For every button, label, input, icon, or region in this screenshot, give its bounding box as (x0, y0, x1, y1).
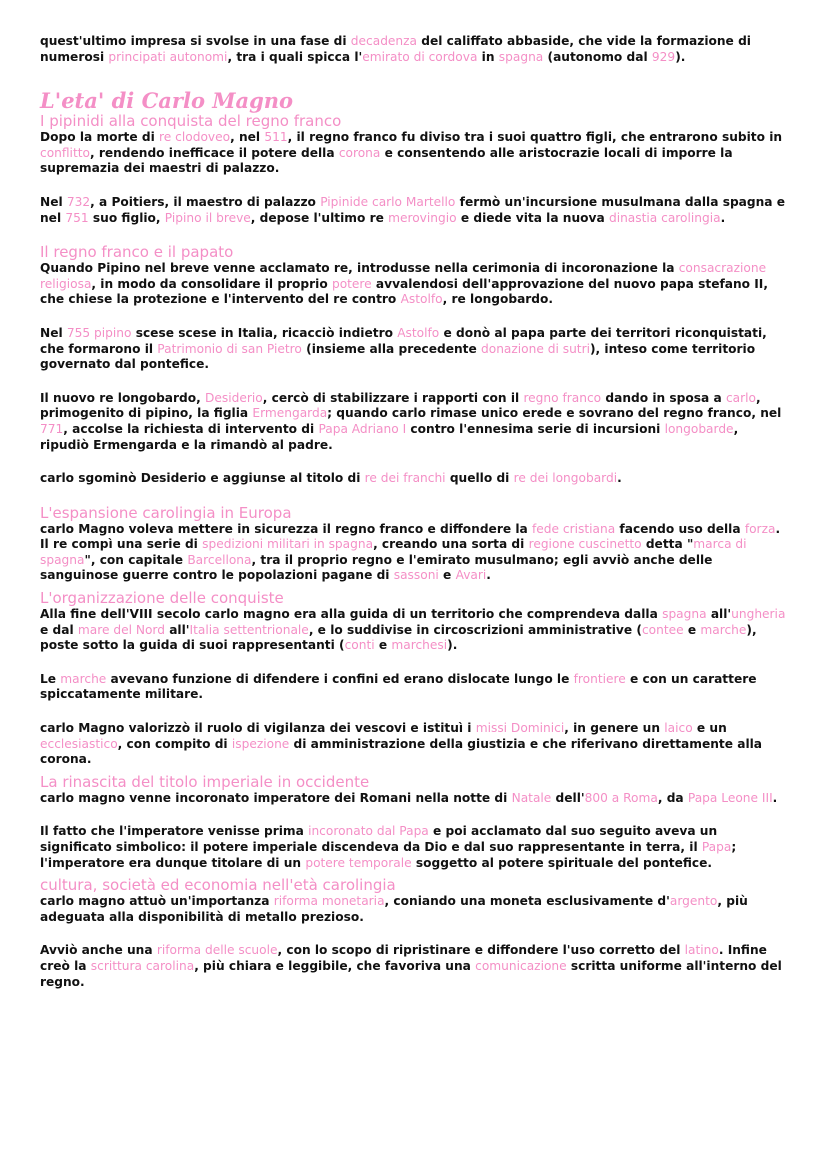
paragraph (40, 894, 788, 925)
text-run: ; quando carlo rimase unico erede e sovrano del regno franco, nel (327, 406, 782, 421)
highlighted-term: frontiere (573, 671, 626, 686)
highlighted-term: consacrazione religiosa (40, 261, 767, 291)
text-run: e un (692, 721, 727, 736)
text-run: , ripudiò Ermengarda e la rimandò al padre. (40, 421, 739, 452)
highlighted-term: forza (744, 521, 776, 536)
paragraph (40, 791, 788, 807)
paragraph (40, 607, 788, 654)
highlighted-term: 771 (40, 421, 64, 436)
highlighted-term: Astolfo (400, 292, 443, 307)
text-run: , accolse la richiesta di intervento di (63, 421, 319, 436)
text-run: quest'ultimo impresa si svolse in una fase di (40, 34, 351, 48)
highlighted-term: Pipino il breve (164, 210, 251, 225)
highlighted-term: re dei longobardi (513, 471, 618, 486)
text-run: e dal (40, 622, 78, 637)
highlighted-term: Patrimonio di san Pietro (157, 341, 302, 356)
highlighted-term: contee (641, 622, 684, 637)
paragraph (40, 824, 788, 871)
highlighted-term: comunicazione (475, 958, 567, 973)
highlighted-term: 800 a Roma (584, 790, 658, 805)
section-heading: La rinascita del titolo imperiale in occidente (40, 772, 370, 791)
text-run: , con lo scopo di ripristinare e diffondere l'uso corretto del (277, 943, 685, 958)
highlighted-term: Papa Leone III (687, 790, 773, 805)
highlighted-term: argento (669, 894, 718, 909)
section-heading: L'espansione carolingia in Europa (40, 503, 292, 522)
text-run: (autonomo dal (543, 49, 652, 64)
text-run: carlo magno attuò un'importanza (40, 894, 274, 909)
text-run: , con compito di (117, 736, 232, 751)
highlighted-term: Avari (455, 568, 487, 583)
highlighted-term: corona (338, 145, 381, 160)
text-run: , depose l'ultimo re (250, 210, 389, 225)
highlighted-term: riforma monetaria (273, 894, 385, 909)
text-run: avvalendosi dell'approvazione del nuovo papa stefano II, che chiese la protezione e l'intervento del re contro (40, 276, 768, 307)
section-title: L'eta' di Carlo Magno (40, 88, 294, 114)
text-run: scritta uniforme all'interno del regno. (40, 958, 782, 989)
text-run: Alla fine dell'VIII secolo carlo magno era alla guida di un territorio che comprendeva dalla (40, 607, 663, 622)
text-run: , cercò di stabilizzare i rapporti con il (262, 390, 524, 405)
text-run: dando in sposa a (601, 390, 726, 405)
highlighted-term: sassoni (393, 568, 439, 583)
text-run: Quando Pipino nel breve venne acclamato re, introdusse nella cerimonia di incoronazione la (40, 261, 679, 276)
highlighted-term: principati autonomi (108, 49, 228, 64)
highlighted-term: marca di spagna (40, 537, 747, 567)
text-run: . Infine creò la (40, 943, 767, 973)
text-run: (insieme alla precedente (301, 341, 481, 356)
text-run: , nel (230, 130, 265, 145)
text-run: soggetto al potere spirituale del pontefice. (411, 855, 713, 870)
text-run: carlo magno venne incoronato imperatore dei Romani nella notte di (40, 790, 512, 805)
highlighted-term: Desiderio (205, 390, 263, 405)
highlighted-term: Papa Adriano I (318, 421, 407, 436)
text-run: detta " (641, 537, 694, 552)
text-run: ; l'imperatore era dunque titolare di un (40, 840, 737, 870)
highlighted-term: re dei franchi (364, 471, 446, 486)
text-run: suo figlio, (88, 210, 165, 225)
highlighted-term: missi Dominici (475, 721, 565, 736)
highlighted-term: decadenza (350, 34, 418, 48)
text-run: carlo sgominò Desiderio e aggiunse al titolo di (40, 471, 365, 486)
text-run: e con un carattere spiccatamente militare. (40, 671, 757, 702)
highlighted-term: mare del Nord (77, 622, 165, 637)
text-run: . (617, 471, 622, 486)
paragraph (40, 391, 788, 453)
text-run: fermò un'incursione musulmana dalla spagna e nel (40, 194, 786, 225)
text-run: , coniando una moneta esclusivamente d' (384, 894, 670, 909)
paragraph (40, 522, 788, 584)
text-run: carlo Magno valorizzò il ruolo di vigilanza dei vescovi e istituì i (40, 721, 476, 736)
highlighted-term: scrittura carolina (90, 958, 195, 973)
text-run: facendo uso della (615, 521, 745, 536)
highlighted-term: dinastia carolingia (608, 210, 721, 225)
highlighted-term: donazione di sutri (481, 341, 590, 356)
text-run: , e lo suddivise in circoscrizioni amministrative ( (308, 622, 642, 637)
text-run: Dopo la morte di (40, 130, 160, 145)
text-run: e (683, 622, 701, 637)
highlighted-term: 511 (264, 130, 288, 145)
highlighted-term: potere temporale (305, 855, 412, 870)
text-run: , più adeguata alla disponibilità di metallo prezioso. (40, 894, 748, 924)
text-run: e consentendo alle aristocrazie locali di imporre la supremazia dei maestri di palazzo. (40, 145, 733, 176)
text-run: . (486, 568, 491, 583)
text-run: , a Poitiers, il maestro di palazzo (90, 194, 321, 209)
text-run: del califfato abbaside, che vide la formazione di numerosi (40, 34, 751, 64)
section-heading: Il regno franco e il papato (40, 243, 234, 262)
highlighted-term: merovingio (388, 210, 457, 225)
text-run: in (477, 49, 499, 64)
highlighted-term: conti (344, 638, 375, 653)
highlighted-term: laico (664, 721, 693, 736)
text-run: . (772, 790, 778, 805)
text-run: , da (657, 790, 688, 805)
highlighted-term: re clodoveo (159, 130, 231, 145)
text-run: , re longobardo. (442, 292, 554, 307)
text-run: ), inteso come territorio governato dal pontefice. (40, 341, 756, 372)
text-run: ). (675, 49, 686, 64)
text-run: ). (447, 638, 458, 653)
text-run: all' (706, 607, 732, 622)
highlighted-term: carlo (725, 390, 757, 405)
text-run: , creando una sorta di (373, 537, 529, 552)
highlighted-term: riforma delle scuole (156, 943, 278, 958)
highlighted-term: Pipinide carlo Martello (320, 194, 456, 209)
paragraph (40, 261, 788, 308)
text-run: e (374, 638, 392, 653)
highlighted-term: 929 (651, 49, 676, 64)
highlighted-term: fede cristiana (532, 521, 616, 536)
highlighted-term: Barcellona (187, 552, 252, 567)
paragraph (40, 326, 788, 373)
text-run: , in modo da consolidare il proprio (91, 276, 332, 291)
paragraph (40, 130, 788, 177)
highlighted-term: regno franco (523, 390, 602, 405)
highlighted-term: ispezione (231, 736, 290, 751)
highlighted-term: conflitto (40, 145, 90, 160)
text-run: quello di (445, 471, 514, 486)
highlighted-term: spedizioni militari in spagna (202, 537, 374, 552)
highlighted-term: emirato di cordova (362, 49, 478, 64)
paragraph (40, 195, 788, 226)
highlighted-term: Papa (701, 840, 732, 854)
text-run: avevano funzione di difendere i confini ed erano dislocate lungo le (106, 671, 574, 686)
paragraph (40, 672, 788, 703)
highlighted-term: Ermengarda (252, 406, 328, 421)
text-run: e poi acclamato dal suo seguito aveva un significato simbolico: il potere imperiale discendeva da Dio e dal suo rappresentante in terra, il (40, 824, 718, 854)
text-run: dell' (551, 790, 585, 805)
highlighted-term: potere (331, 276, 372, 291)
text-run: , in genere un (564, 721, 665, 736)
text-run: scese scese in Italia, ricacciò indietro (131, 325, 398, 340)
text-run: , più chiara e leggibile, che favoriva una (194, 958, 476, 973)
text-run: Nel (40, 194, 67, 209)
highlighted-term: longobarde (664, 421, 734, 436)
text-run: di amministrazione della giustizia e che riferivano direttamente alla corona. (40, 736, 763, 767)
highlighted-term: spagna (662, 607, 707, 622)
text-run: . Il re compì una serie di (40, 521, 781, 552)
text-run: , il regno franco fu diviso tra i suoi quattro figli, che entrarono subito in (287, 130, 783, 145)
text-run: Avviò anche una (40, 943, 157, 958)
text-run: all' (164, 622, 190, 637)
text-run: Il fatto che l'imperatore venisse prima (40, 824, 309, 839)
text-run: , rendendo inefficace il potere della (89, 145, 339, 160)
text-run: e (438, 568, 456, 583)
highlighted-term: ungheria (731, 607, 786, 622)
highlighted-term: 751 (65, 210, 89, 225)
paragraph (40, 943, 788, 990)
highlighted-term: marchesi (391, 638, 448, 653)
section-heading: cultura, società ed economia nell'età carolingia (40, 876, 396, 895)
section-heading: L'organizzazione delle conquiste (40, 589, 284, 608)
highlighted-term: marche (700, 622, 747, 637)
highlighted-term: marche (60, 671, 107, 686)
highlighted-term: spagna (498, 49, 544, 64)
text-run: Le (40, 671, 61, 686)
highlighted-term: latino (684, 943, 719, 958)
text-run: , tra il proprio regno e l'emirato musulmano; egli avviò anche delle sanguinose guerre contro le popolazioni pagane di (40, 552, 713, 583)
text-run: e donò al papa parte dei territori riconquistati, che formarono il (40, 325, 767, 356)
text-run: , primogenito di pipino, la figlia (40, 390, 761, 421)
text-run: , tra i quali spicca l' (227, 49, 363, 64)
highlighted-term: Astolfo (397, 325, 440, 340)
highlighted-term: Natale (511, 790, 552, 805)
highlighted-term: incoronato dal Papa (308, 824, 429, 839)
paragraph (40, 471, 788, 487)
text-run: e diede vita la nuova (456, 210, 609, 225)
text-run: carlo Magno voleva mettere in sicurezza il regno franco e diffondere la (40, 521, 532, 536)
highlighted-term: regione cuscinetto (528, 537, 642, 552)
highlighted-term: Italia settentrionale (189, 622, 309, 637)
text-run: Il nuovo re longobardo, (40, 390, 206, 405)
highlighted-term: ecclesiastico (40, 736, 118, 751)
highlighted-term: 755 pipino (66, 325, 132, 340)
highlighted-term: 732 (66, 194, 91, 209)
text-run: contro l'ennesima serie di incursioni (406, 421, 665, 436)
text-run: Nel (40, 325, 67, 340)
text-run: ", con capitale (84, 552, 188, 567)
paragraph (40, 34, 788, 65)
text-run: ), poste sotto la guida di suoi rappresentanti ( (40, 622, 757, 653)
text-run: . (720, 210, 726, 225)
section-heading: I pipinidi alla conquista del regno franco (40, 112, 342, 131)
paragraph (40, 721, 788, 768)
